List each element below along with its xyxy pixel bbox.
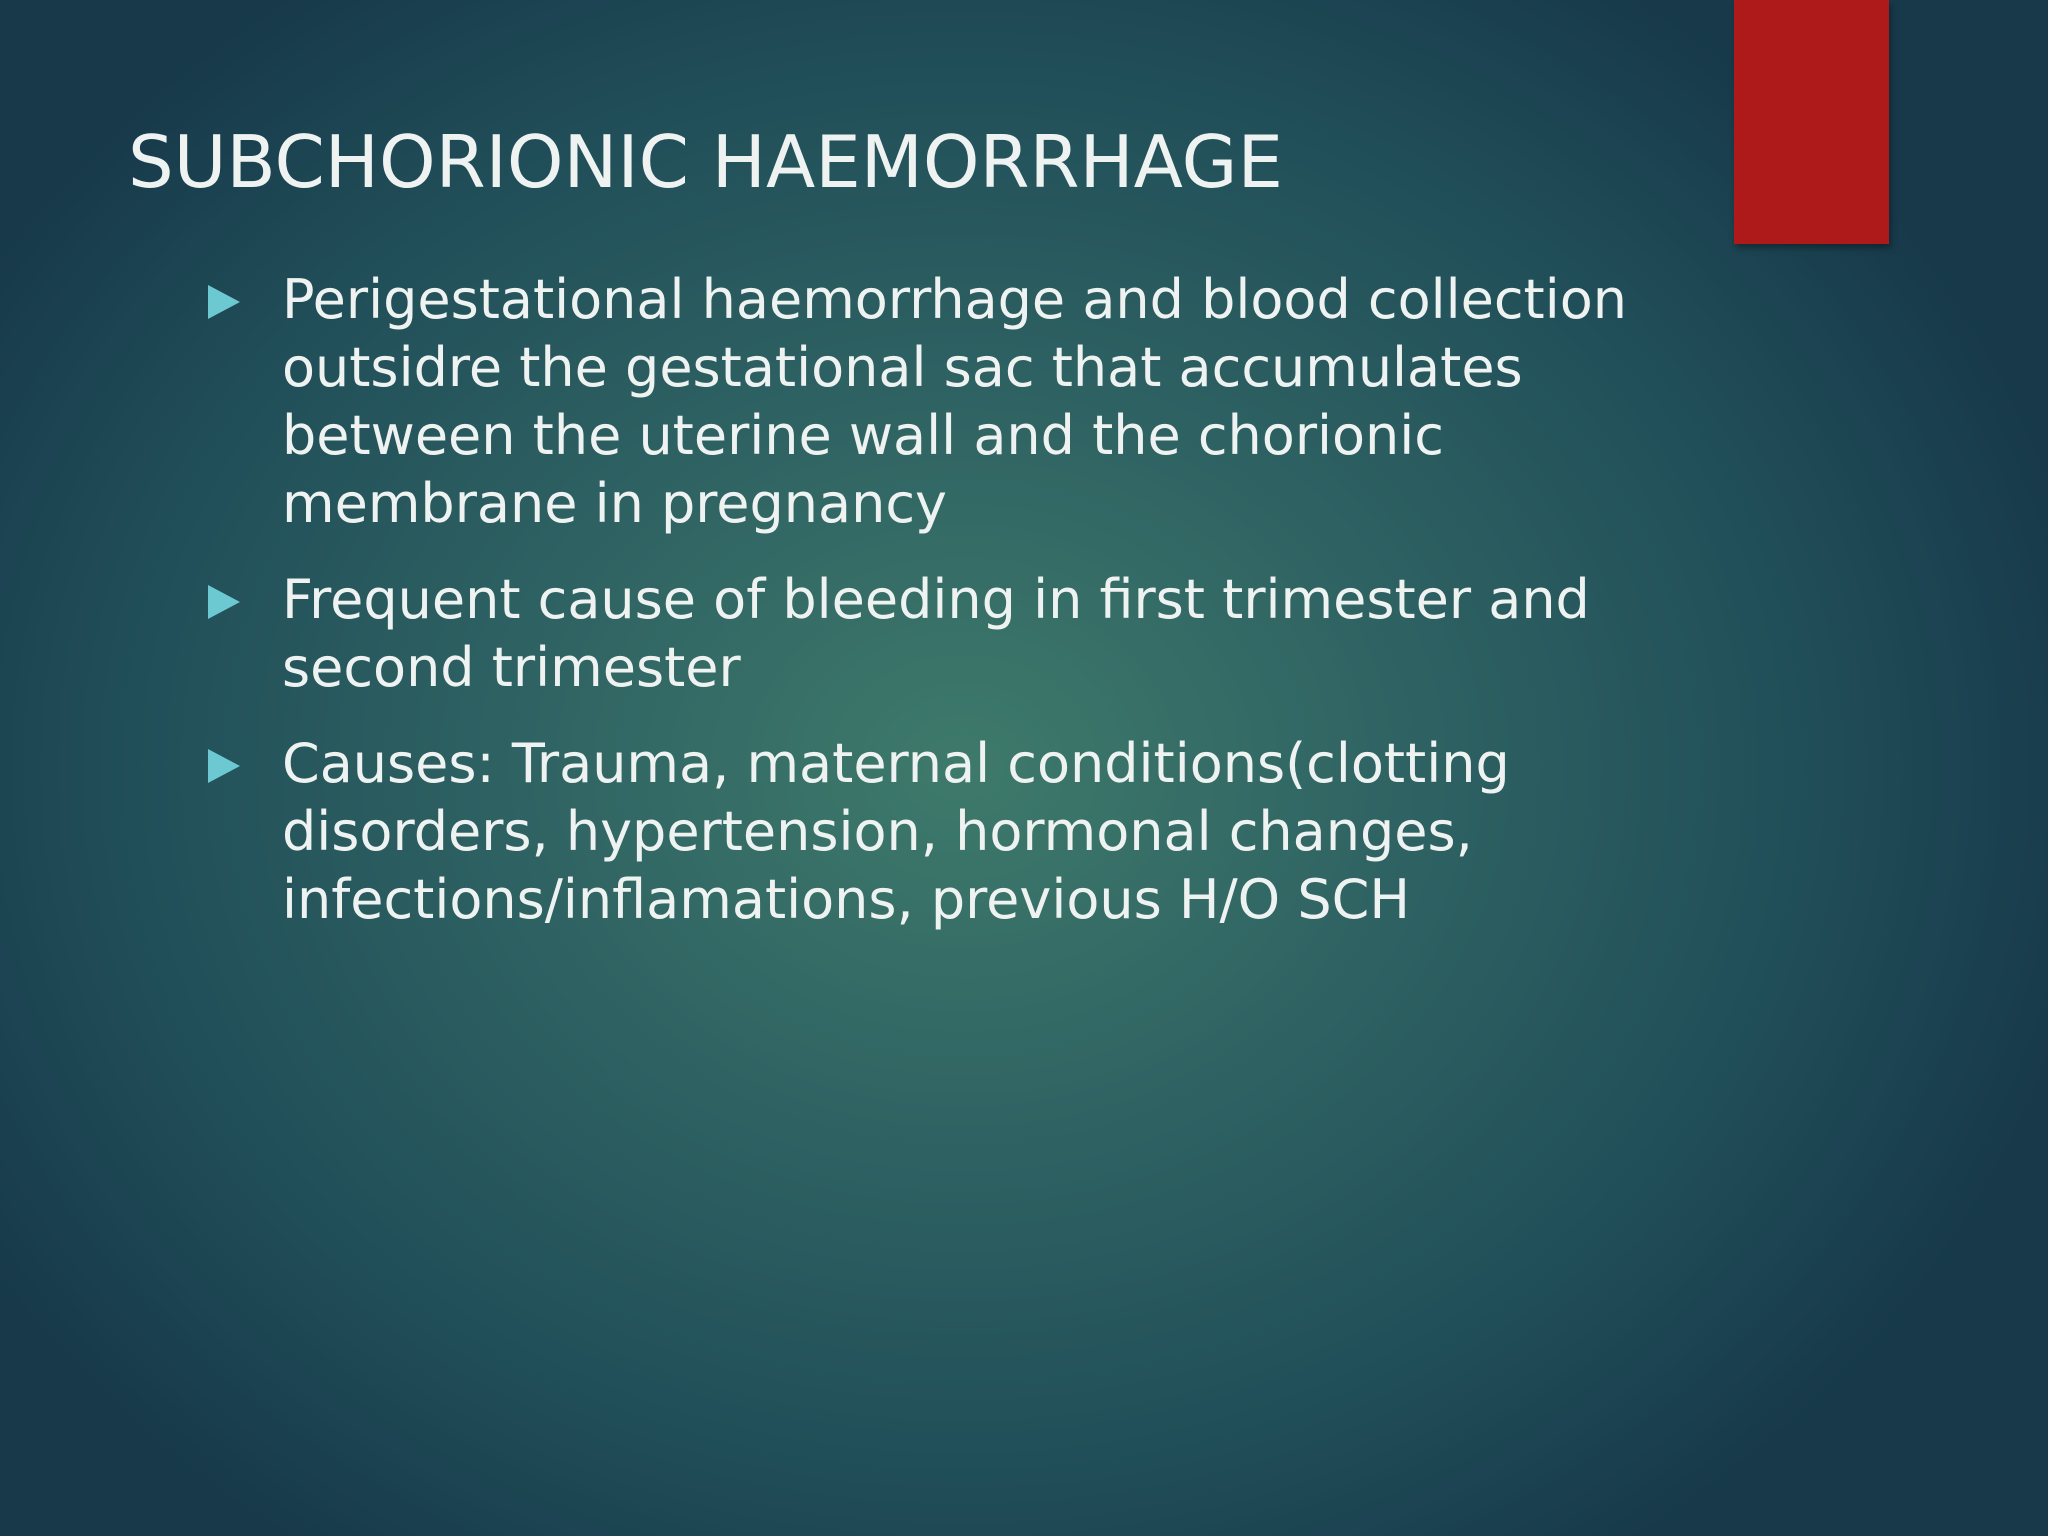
bullet-list [208, 266, 1638, 962]
bullet-item [208, 266, 1638, 538]
slide-title: SUBCHORIONIC HAEMORRHAGE [128, 120, 1283, 204]
triangle-bullet-icon [208, 585, 240, 619]
bullet-text: Causes: Trauma, maternal conditions(clotting disorders, hypertension, hormonal changes, infections/inflamations, previous H/O SCH [282, 732, 1510, 931]
triangle-bullet-icon [208, 749, 240, 783]
accent-tab [1734, 0, 1889, 244]
bullet-text: Frequent cause of bleeding in first trimester and second trimester [282, 568, 1590, 699]
bullet-text: Perigestational haemorrhage and blood collection outsidre the gestational sac that accumulates between the uterine wall and the chorionic membrane in pregnancy [282, 268, 1627, 535]
bullet-item [208, 730, 1638, 934]
bullet-item [208, 566, 1638, 702]
triangle-bullet-icon [208, 285, 240, 319]
